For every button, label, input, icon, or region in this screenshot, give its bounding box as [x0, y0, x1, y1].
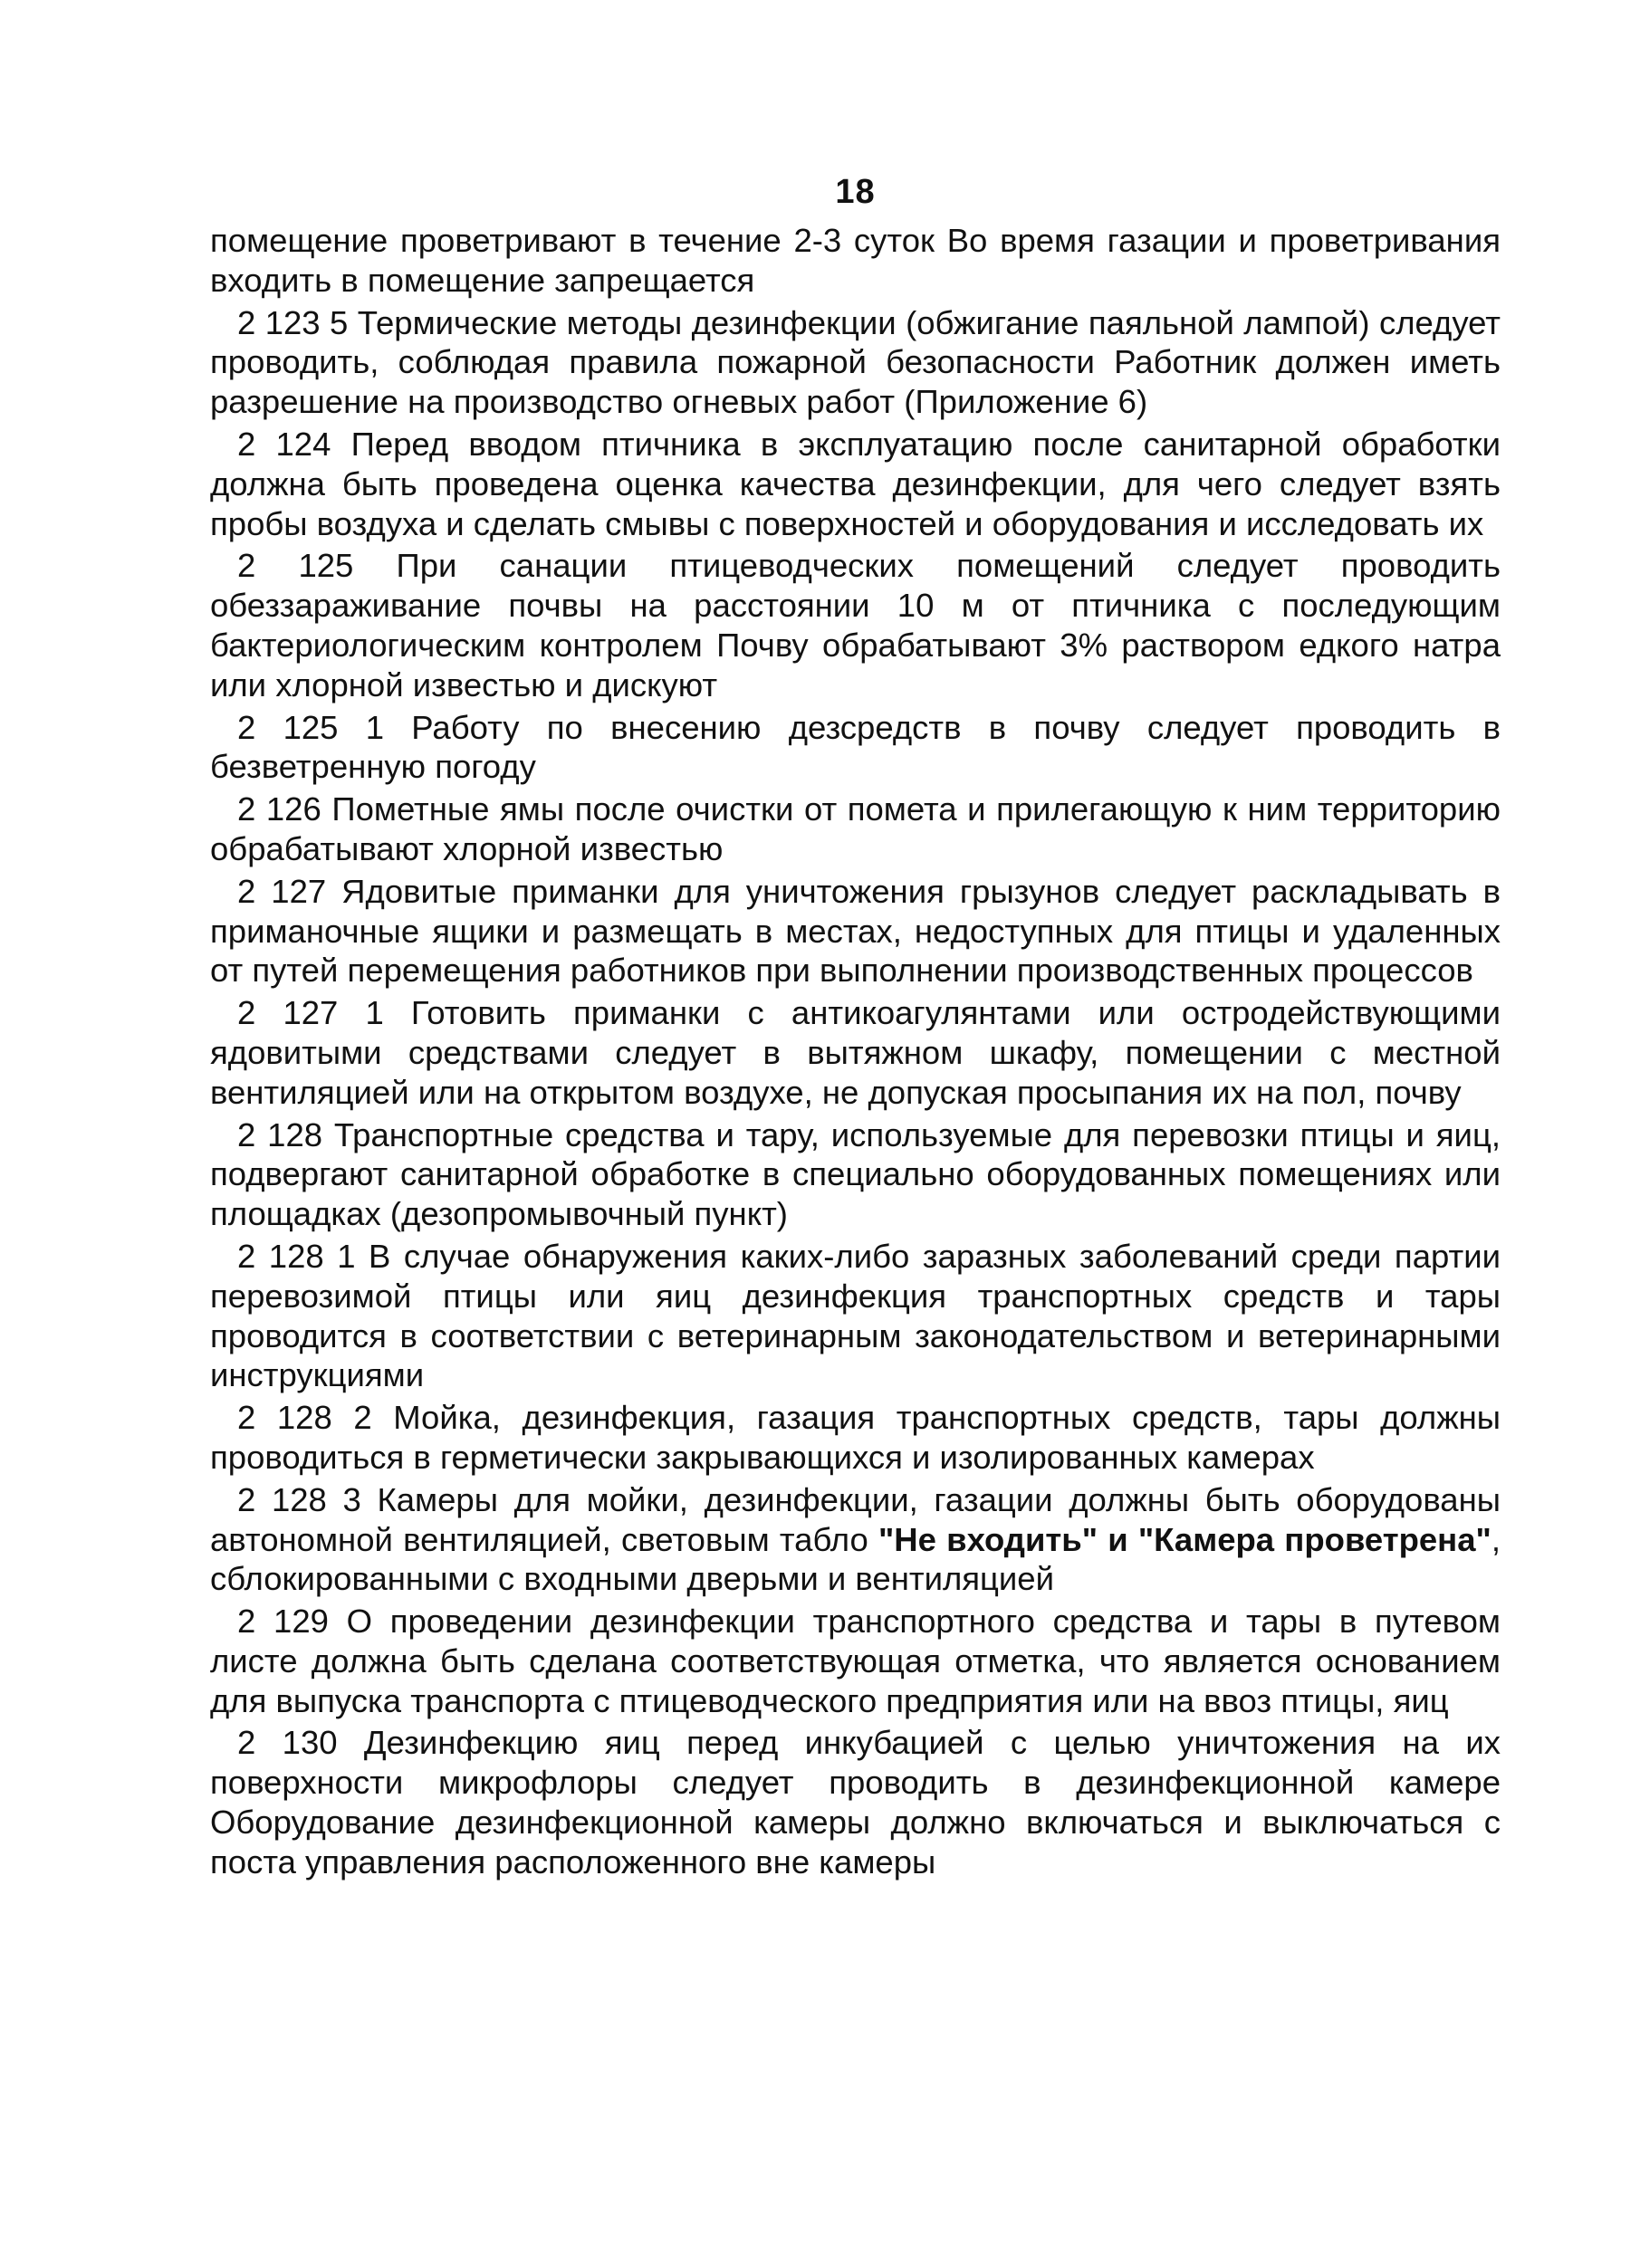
paragraph-2-124: 2 124 Перед вводом птичника в эксплуатацию после санитарной обработки должна быть проведена оценка качества дезинфекции, для чего следует взять пробы воздуха и сделать смывы с поверхностей и оборудования и исследовать их [210, 425, 1501, 542]
paragraph-text: , сблокированными с входными дверьми и вентиляцией [210, 1520, 1501, 1598]
paragraph-text: 2 128 3 Камеры для мойки, дезинфекции, газации должны быть оборудованы автономной вентиляцией, световым табло [210, 1480, 1501, 1558]
page-number: 18 [835, 173, 876, 211]
conjunction-text: и [1098, 1520, 1138, 1558]
paragraph-2-128-3 [210, 1480, 1501, 1599]
paragraph-2-128-1: 2 128 1 В случае обнаружения каких-либо заразных заболеваний среди партии перевозимой птицы или яиц дезинфекция транспортных средств и тары проводится в соответствии с ветеринарным законодательством и ветеринарными инструкциями [210, 1237, 1501, 1394]
paragraph-continuation: помещение проветривают в течение 2-3 суток Во время газации и проветривания входить в помещение запрещается [210, 222, 1501, 299]
sign-label-do-not-enter: "Не входить" [878, 1520, 1098, 1558]
paragraph-2-125: 2 125 При санации птицеводческих помещений следует проводить обеззараживание почвы на расстоянии 10 м от птичника с последующим бактериологическим контролем Почву обрабатывают 3% раствором едкого натра или хлорной известью и дискуют [210, 547, 1501, 703]
paragraph-2-123-5: 2 123 5 Термические методы дезинфекции (обжигание паяльной лампой) следует проводить, соблюдая правила пожарной безопасности Работник должен иметь разрешение на производство огневых работ (Приложение 6) [210, 303, 1501, 421]
paragraph-2-128: 2 128 Транспортные средства и тару, используемые для перевозки птицы и яиц, подвергают санитарной обработке в специально оборудованных помещениях или площадках (дезопромывочный пункт) [210, 1115, 1501, 1233]
paragraph-2-127: 2 127 Ядовитые приманки для уничтожения грызунов следует раскладывать в приманочные ящики и размещать в местах, недоступных для птицы и удаленных от путей перемещения работников при выполнении производственных процессов [210, 872, 1501, 990]
paragraph-2-127-1: 2 127 1 Готовить приманки с антикоагулянтами или остродействующими ядовитыми средствами следует в вытяжном шкафу, помещении с местной вентиляцией или на открытом воздухе, не допуская просыпания их на пол, почву [210, 994, 1501, 1111]
document-page [210, 172, 1501, 1885]
paragraph-2-129: 2 129 О проведении дезинфекции транспортного средства и тары в путевом листе должна быть сделана соответствующая отметка, что является основанием для выпуска транспорта с птицеводческого предприятия или на ввоз птицы, яиц [210, 1603, 1501, 1719]
paragraph-2-125-1: 2 125 1 Работу по внесению дезсредств в почву следует проводить в безветренную погоду [210, 708, 1501, 786]
paragraph-2-130: 2 130 Дезинфекцию яиц перед инкубацией с целью уничтожения на их поверхности микрофлоры следует проводить в дезинфекционной камере Оборудование дезинфекционной камеры должно включаться и выключаться с поста управления расположенного вне камеры [210, 1724, 1501, 1880]
paragraph-2-128-2: 2 128 2 Мойка, дезинфекция, газация транспортных средств, тары должны проводиться в герметически закрывающихся и изолированных камерах [210, 1399, 1501, 1476]
paragraph-2-126: 2 126 Пометные ямы после очистки от помета и прилегающую к ним территорию обрабатывают хлорной известью [210, 790, 1501, 867]
sign-label-chamber-ventilated: "Камера проветрена" [1137, 1520, 1491, 1558]
